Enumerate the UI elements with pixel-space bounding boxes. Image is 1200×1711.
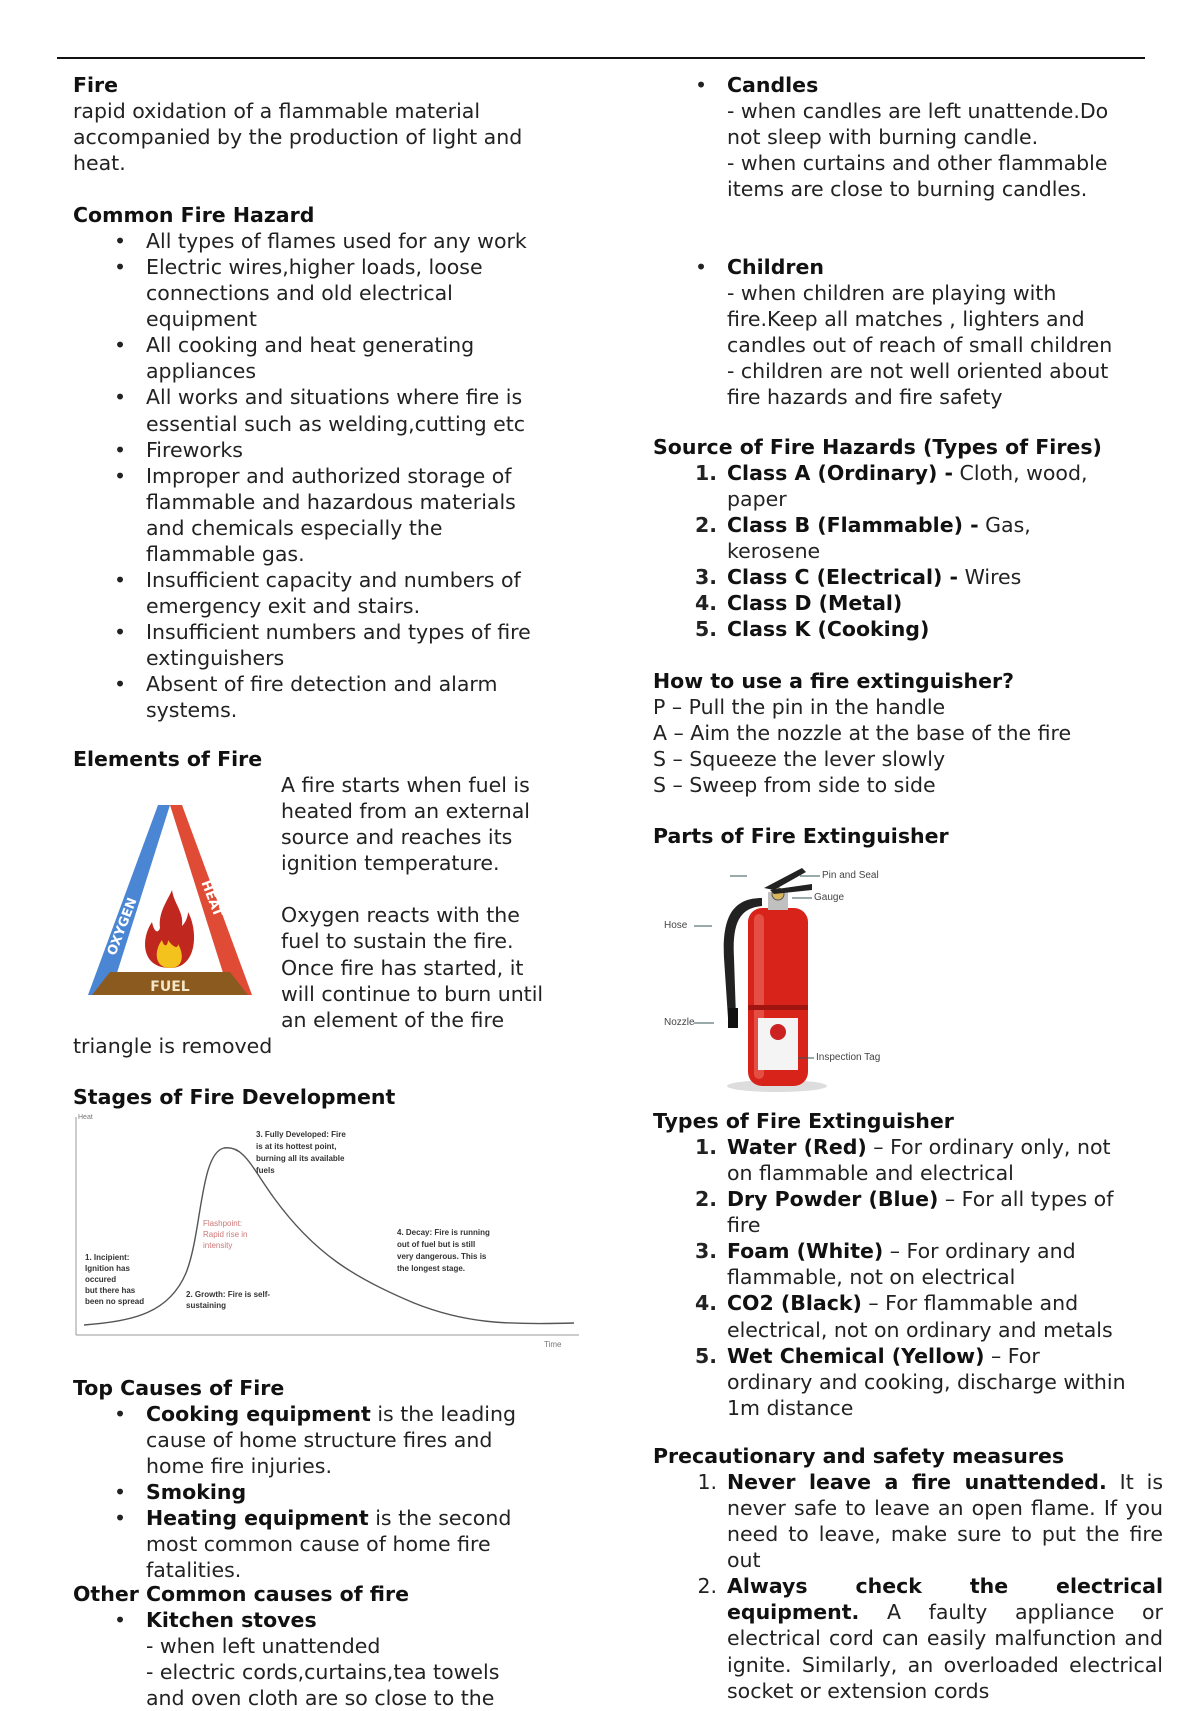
stages-heading: Stages of Fire Development [73,1085,396,1109]
list-item: 1. Class A (Ordinary) - Cloth, wood, paper [694,461,1088,512]
list-item: • All cooking and heat generating appliances [113,333,475,384]
top-causes-heading: Top Causes of Fire [73,1376,285,1400]
types-section [653,1108,1173,1421]
precautions-heading: Precautionary and safety measures [653,1444,1065,1468]
extinguisher-diagram [652,858,902,1098]
list-item: 2. Class B (Flammable) - Gas, kerosene [694,513,1031,564]
list-item: • Improper and authorized storage of flammable and hazardous materials and chemicals especially the flammable gas. [113,463,516,566]
fire-heading: Fire [73,73,119,97]
list-item: • Kitchen stoves - when left unattended - electric cords,curtains,tea towels and oven cloth are so close to the [113,1608,500,1711]
triangle-label-oxygen: OXYGEN [104,895,141,958]
list-item: • Absent of fire detection and alarm systems. [113,672,498,723]
list-item: 2. Always check the electrical equipment. A faulty appliance or electrical cord can easily malfunction and ignite. Similarly, an overloaded electrical socket or extension cords [697,1574,1163,1703]
label-inspection-tag: Inspection Tag [816,1052,881,1063]
fire-stages-diagram [74,1113,584,1353]
howto-step: S – Sweep from side to side [653,773,936,798]
list-item: • Cooking equipment is the leading cause of home structure fires and home fire injuries. [113,1402,516,1479]
list-item: • Electric wires,higher loads, loose connections and old electrical equipment [113,255,483,332]
label-pin-and-seal: Pin and Seal [822,870,879,881]
list-item: 4. Class D (Metal) [694,591,903,616]
list-item: • Fireworks [113,437,243,462]
stage-4-label: 4. Decay: Fire is running out of fuel but is still very dangerous. This is the longest stage. [397,1228,490,1273]
list-item: • All types of flames used for any work [113,229,527,254]
list-item: 2. Dry Powder (Blue) – For all types of fire [694,1187,1114,1238]
stage-2-label: 2. Growth: Fire is self- sustaining [186,1290,271,1310]
hazards-section [73,202,633,723]
list-item: 5. Class K (Cooking) [694,617,930,642]
triangle-label-heat: HEAT [197,878,226,920]
parts-heading: Parts of Fire Extinguisher [653,824,949,848]
list-item: • Insufficient numbers and types of fire extinguishers [113,620,531,671]
children-section [694,254,1167,410]
handle-icon [764,868,812,894]
list-item: 5. Wet Chemical (Yellow) – For ordinary and cooking, discharge within 1m distance [694,1343,1126,1420]
flashpoint-label: Flashpoint: Rapid rise in intensity [203,1219,248,1250]
list-item: • Heating equipment is the second most common cause of home fire fatalities. [113,1506,512,1583]
other-causes-heading: Other Common causes of fire [73,1582,410,1606]
list-item: • Smoking [113,1480,247,1505]
candles-section [694,72,1167,202]
precautions-section [653,1443,1163,1704]
elements-text: A fire starts when fuel is heated from an external source and reaches its ignition temperature. Oxygen reacts with the fuel to sustain the fire. Once fire has started, it will continue to burn until an element of the fire [281,773,544,1032]
list-item: • Children - when children are playing with fire.Keep all matches , lighters and candles out of reach of small children - children are not well oriented about fire hazards and fire safety [694,255,1113,410]
list-item: 1. Never leave a fire unattended. It is never safe to leave an open flame. If you need to leave, make sure to put the fire out [697,1470,1164,1573]
elements-text-tail: triangle is removed [73,1033,273,1058]
hazards-heading: Common Fire Hazard [73,203,315,227]
list-item: • All works and situations where fire is essential such as welding,cutting etc [113,385,526,436]
top-rule [57,57,1145,59]
stage-3-label: 3. Fully Developed: Fire is at its hottest point, burning all its available fuels [256,1130,346,1175]
top-causes-section [73,1375,633,1584]
label-nozzle: Nozzle [664,1017,695,1028]
sources-heading: Source of Fire Hazards (Types of Fires) [653,435,1102,459]
list-item: • Insufficient capacity and numbers of emergency exit and stairs. [113,567,521,618]
types-heading: Types of Fire Extinguisher [653,1109,954,1133]
sources-section [653,434,1173,643]
howto-step: S – Squeeze the lever slowly [653,747,946,772]
howto-heading: How to use a fire extinguisher? [653,669,1015,693]
list-item: • Candles - when candles are left unattende.Do not sleep with burning candle. - when curtains and other flammable items are close to burning candles. [694,73,1109,202]
y-axis-label: Heat [78,1114,93,1121]
triangle-label-fuel: FUEL [150,979,190,995]
label-hose: Hose [664,920,688,931]
x-axis-label: Time [544,1340,562,1349]
howto-step: P – Pull the pin in the handle [653,695,946,720]
label-gauge: Gauge [814,892,845,903]
howto-section [653,668,1173,798]
list-item: 3. Foam (White) – For ordinary and flammable, not on electrical [694,1239,1076,1290]
other-causes-section [73,1581,633,1711]
list-item: 1. Water (Red) – For ordinary only, not on flammable and electrical [694,1135,1111,1186]
fire-definition: rapid oxidation of a flammable material accompanied by the production of light and heat. [73,99,523,176]
elements-heading: Elements of Fire [73,747,263,771]
howto-step: A – Aim the nozzle at the base of the fire [653,721,1072,746]
list-item: 4. CO2 (Black) – For flammable and electrical, not on ordinary and metals [694,1291,1113,1342]
fire-section [73,72,633,176]
stage-1-label: 1. Incipient: Ignition has occured but there has been no spread [85,1253,145,1306]
list-item: 3. Class C (Electrical) - Wires [694,565,1022,590]
fire-triangle-image [80,800,260,1000]
